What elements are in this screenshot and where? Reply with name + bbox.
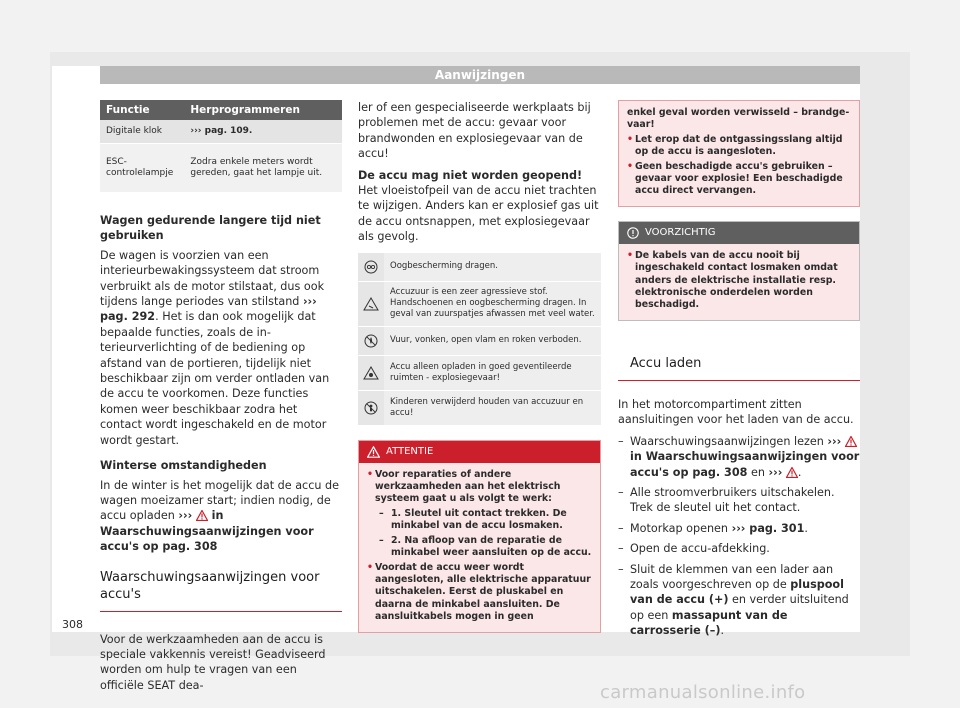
text: De accu mag niet worden geopend! <box>358 168 583 182</box>
page-header: Aanwijzingen <box>100 66 860 84</box>
attention-header <box>359 441 600 463</box>
text: massapunt van de carrosserie (–) <box>630 608 788 638</box>
list-item: – Open de accu-afdekking. <box>618 541 860 556</box>
caution-box <box>618 221 860 321</box>
symbol-text: Oogbescherming dragen. <box>384 253 601 281</box>
attention-body <box>619 101 859 206</box>
table-row <box>100 144 342 193</box>
list-item <box>358 282 601 327</box>
text: pluspool van de accu (+) <box>630 577 844 607</box>
text: In de winter is het mogelijk dat de accu de wagen moeizamer start; indien nodig, de accu opladen <box>100 478 339 523</box>
warning-triangle-icon <box>196 510 208 521</box>
subheading-long-standing: Wagen gedurende langere tijd niet gebruiken <box>100 214 321 243</box>
list-item: • Let erop dat de ontgassingsslang altijd op de accu is aangesloten. <box>627 134 851 159</box>
attention-body <box>359 463 600 632</box>
list-item <box>358 356 601 391</box>
text: De wagen is voorzien van een interieurbewakingssysteem dat stroom verbruikt als de motor stilstaat, dus ook tijdens lange periodes van stilstand <box>100 248 325 309</box>
table-cell: Zodra enkele meters wordt gereden, gaat het lampje uit. <box>184 144 342 193</box>
acid-warning-icon <box>358 282 384 326</box>
list-item: • Geen beschadigde accu's gebruiken – gevaar voor explosie! Een beschadigde accu direct vervangen. <box>627 161 851 198</box>
text: Het vloeistofpeil van de accu niet trachten te wijzigen. Anders kan er explosief gas uit de accu ontsnappen, met explosiegevaar als gevolg. <box>358 184 599 244</box>
table-cell: ESC-controlelampje <box>100 144 184 193</box>
paragraph: In het motorcompartiment zitten aansluitingen voor het laden van de accu. <box>618 397 854 427</box>
subheading-winter: Winterse omstandigheden <box>100 459 267 473</box>
page-link[interactable]: ››› pag. 292 <box>100 295 317 324</box>
symbol-text: Vuur, vonken, open vlam en roken verboden. <box>384 327 601 355</box>
attention-box <box>358 440 601 633</box>
text: . <box>804 521 808 535</box>
table-header-function: Functie <box>100 100 184 120</box>
text: en verder uitsluitend op een <box>630 593 849 622</box>
column-middle <box>358 100 601 633</box>
section-heading-battery-warnings: Waarschuwingsaanwijzingen voor accu's <box>100 569 342 612</box>
table-header-reprogram: Herprogrammeren <box>184 100 342 120</box>
paragraph <box>100 478 342 555</box>
text: en <box>747 465 769 479</box>
table-row <box>100 120 342 144</box>
page-link[interactable]: ››› <box>827 434 842 448</box>
list-item <box>618 521 860 536</box>
attention-label: ATTENTIE <box>386 445 434 457</box>
list-item: • Voordat de accu weer wordt aangesloten, alle elektrische apparatuur uitschakelen. Eerst de pluskabel en daarna de minkabel aansluiten. De aansluitkabels mogen in geen <box>367 562 592 624</box>
table-cell-link[interactable]: ››› pag. 109. <box>184 120 342 144</box>
column-left <box>100 100 342 699</box>
attention-box-continued <box>618 100 860 207</box>
list-item: – Alle stroomverbruikers uitschakelen. Trek de sleutel uit het contact. <box>618 485 860 516</box>
caution-label: VOORZICHTIG <box>645 226 716 238</box>
list-item <box>358 253 601 282</box>
function-table <box>100 100 342 193</box>
keep-children-away-icon <box>358 391 384 425</box>
symbol-text: Kinderen verwijderd houden van accuzuur en accu! <box>384 391 601 425</box>
text: Waarschuwingsaanwijzingen lezen <box>630 434 828 448</box>
text: . <box>720 624 725 638</box>
text: . <box>797 465 802 479</box>
page-link[interactable]: ››› <box>178 509 193 523</box>
list-item: – 1. Sleutel uit contact trekken. De minkabel van de accu losmaken. <box>367 508 592 533</box>
page-link[interactable]: ››› <box>768 465 783 479</box>
watermark: carmanualsonline.info <box>600 682 806 703</box>
text: in Waarschuwingsaanwijzingen voor accu's op pag. 308 <box>630 450 860 479</box>
list-item <box>618 562 860 639</box>
page-link[interactable]: ››› pag. 301 <box>731 521 805 535</box>
section-heading-battery-charging: Accu laden <box>618 355 860 381</box>
caution-body <box>619 244 859 320</box>
paragraph <box>100 248 342 448</box>
list-item: • De kabels van de accu nooit bij ingeschakeld contact losmaken omdat anders de elektrische installatie resp. elektronische onderdelen worden beschadigd. <box>627 250 851 312</box>
list-item <box>618 434 860 480</box>
caution-header <box>619 222 859 244</box>
paragraph: Voor de werkzaamheden aan de accu is speciale vakkennis vereist! Geadviseerd worden om hulp te vragen van een officiële SEAT dea- <box>100 632 326 692</box>
symbol-text: Accuzuur is een zeer agressieve stof. Handschoenen en oogbescherming dragen. In geval van zuurspatjes afwassen met veel water. <box>384 282 601 326</box>
symbol-text: Accu alleen opladen in goed geventileerde ruimten - explosiegevaar! <box>384 356 601 390</box>
list-item: • Voor reparaties of andere werkzaamheden aan het elektrisch systeem gaat u als volgt te werk: <box>367 469 592 506</box>
warning-symbols-table <box>358 253 601 426</box>
column-right <box>618 100 860 644</box>
warning-triangle-icon <box>786 467 798 478</box>
explosive-warning-icon <box>358 356 384 390</box>
no-fire-icon <box>358 327 384 355</box>
list-item <box>358 327 601 356</box>
text: Sluit de klemmen van een lader aan zoals voorgeschreven op de <box>630 562 834 591</box>
goggles-icon <box>358 253 384 281</box>
warning-triangle-icon <box>367 446 380 458</box>
page-number: 308 <box>62 618 83 631</box>
paragraph: ler of een gespecialiseerde werkplaats bij problemen met de accu: gevaar voor brandwonden en explosiegevaar van de accu! <box>358 101 591 161</box>
text: . Het is dan ook mogelijk dat bepaalde functies, zoals de interieurverlichting of de bediening op afstand van de portieren, tijdelijk niet beschikbaar zijn om verder ontladen van de accu te voorkomen. Deze functies komen weer beschikbaar zodra het contact wordt ingeschakeld en de motor wordt gestart. <box>100 310 330 447</box>
list-item: enkel geval worden verwisseld – brandgevaar! <box>627 107 850 131</box>
text: Motorkap openen <box>630 521 732 535</box>
list-item: – 2. Na afloop van de reparatie de minkabel weer aansluiten op de accu. <box>367 535 592 560</box>
table-cell: Digitale klok <box>100 120 184 144</box>
text: in Waarschuwingsaanwijzingen voor accu's op pag. 308 <box>100 509 314 554</box>
info-circle-icon <box>627 227 639 239</box>
paragraph <box>358 168 601 245</box>
list-item <box>358 391 601 426</box>
warning-triangle-icon <box>845 436 857 447</box>
